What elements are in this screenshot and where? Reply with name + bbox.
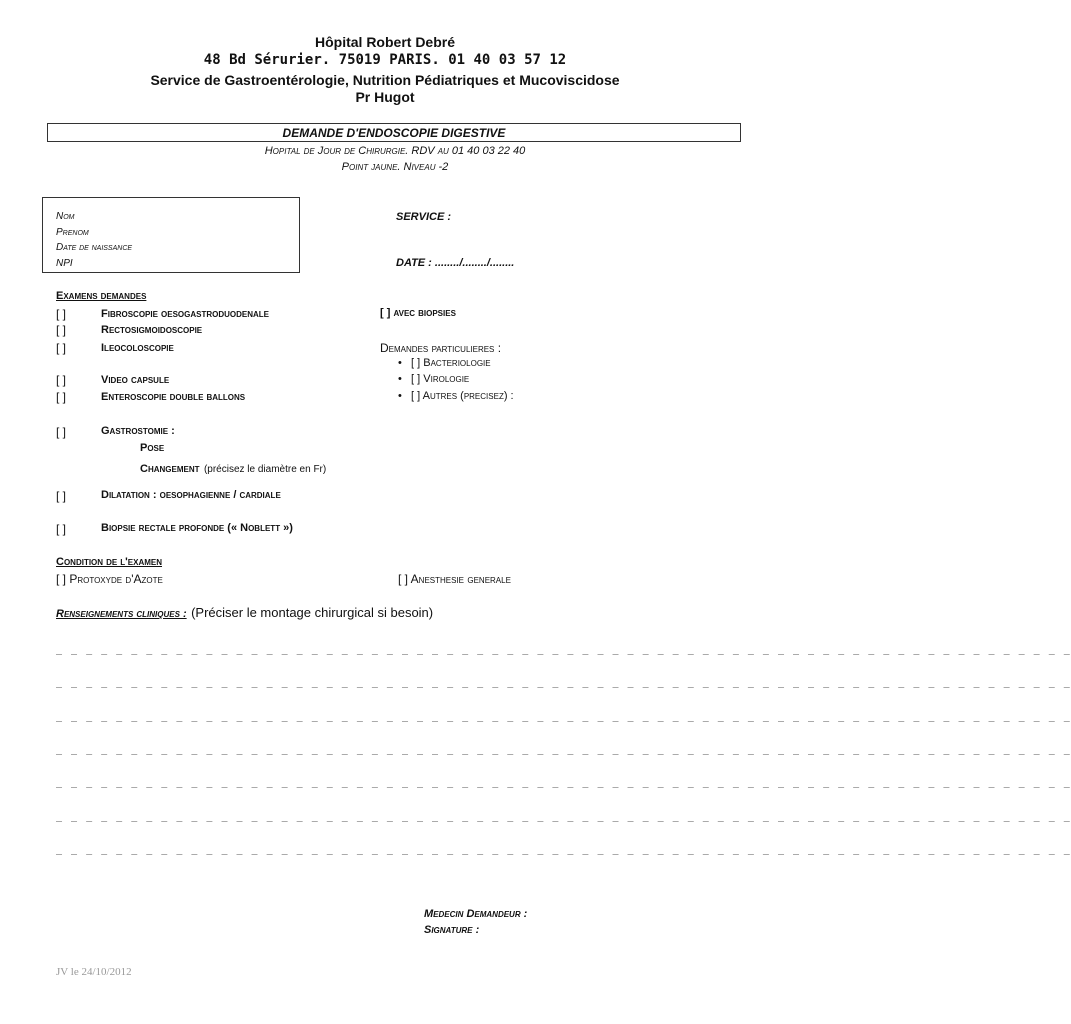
clinical-line-4[interactable]: _ _ _ _ _ _ _ _ _ _ _ _ _ _ _ _ _ _ _ _ _ _ _ _ _ _ _ _ _ _ _ _ _ _ _ _ _ _ _ _ _ _ _ _ _ _ _ _ _ _ _ _ _ _ _ _ _ _ _ _ _ _ _ _ _ _ _ _ — [56, 744, 1071, 755]
checkbox-fibro[interactable]: [ ] — [56, 307, 67, 321]
department-head: Pr Hugot — [355, 89, 415, 105]
checkbox-gastrostomie[interactable]: [ ] — [56, 425, 67, 439]
request-autres[interactable]: • [ ] Autres (precisez) : — [398, 390, 514, 402]
particular-requests-list — [398, 357, 514, 406]
exam-enteroscopie: Enteroscopie double ballons — [101, 391, 246, 403]
request-virologie[interactable]: • [ ] Virologie — [398, 373, 470, 385]
request-bacteriologie[interactable]: • [ ] Bacteriologie — [398, 357, 491, 369]
clinical-line-1[interactable]: _ _ _ _ _ _ _ _ _ _ _ _ _ _ _ _ _ _ _ _ _ _ _ _ _ _ _ _ _ _ _ _ _ _ _ _ _ _ _ _ _ _ _ _ _ _ _ _ _ _ _ _ _ _ _ _ _ _ _ _ _ _ _ _ _ _ _ _ — [56, 644, 1071, 655]
signature-label: Signature : — [424, 924, 480, 936]
clinical-note: (Préciser le montage chirurgical si besoin) — [191, 605, 434, 620]
condition-heading: Condition de l'examen — [56, 556, 163, 568]
condition-anesthesie[interactable]: [ ] Anesthesie generale — [398, 572, 511, 586]
exam-video-capsule: Video capsule — [101, 374, 170, 386]
exam-fibroscopie: Fibroscopie oesogastroduodenale — [101, 308, 270, 320]
checkbox-entero[interactable]: [ ] — [56, 390, 67, 404]
exam-biopsie-rectale: Biopsie rectale profonde (« Noblett ») — [101, 522, 293, 534]
patient-dob-label: Date de naissance — [56, 242, 133, 253]
exam-ileocoloscopie: Ileocoloscopie — [101, 342, 174, 354]
date-label: DATE : ......../......../........ — [396, 257, 515, 269]
hospital-address: 48 Bd Sérurier. 75019 PARIS. 01 40 03 57 12 — [203, 52, 567, 68]
clinical-line-7[interactable]: _ _ _ _ _ _ _ _ _ _ _ _ _ _ _ _ _ _ _ _ _ _ _ _ _ _ _ _ _ _ _ _ _ _ _ _ _ _ _ _ _ _ _ _ _ _ _ _ _ _ _ _ _ _ _ _ _ _ _ _ _ _ _ _ _ _ _ _ — [56, 844, 1071, 855]
avec-biopsies-option[interactable]: [ ] avec biopsies — [380, 307, 456, 319]
gastrostomie-changement: Changement — [140, 463, 200, 475]
hospital-name: Hôpital Robert Debré — [314, 34, 455, 50]
clinical-line-2[interactable]: _ _ _ _ _ _ _ _ _ _ _ _ _ _ _ _ _ _ _ _ _ _ _ _ _ _ _ _ _ _ _ _ _ _ _ _ _ _ _ _ _ _ _ _ _ _ _ _ _ _ _ _ _ _ _ _ _ _ _ _ _ _ _ _ _ _ _ _ — [56, 677, 1071, 688]
gastrostomie-pose: Pose — [140, 442, 165, 454]
footer-version: JV le 24/10/2012 — [56, 966, 132, 978]
checkbox-recto[interactable]: [ ] — [56, 323, 67, 337]
checkbox-video[interactable]: [ ] — [56, 373, 67, 387]
medecin-demandeur-label: Medecin Demandeur : — [424, 908, 528, 920]
exam-gastrostomie: Gastrostomie : — [101, 425, 175, 437]
service-name: Service de Gastroentérologie, Nutrition Pédiatriques et Mucoviscidose — [150, 72, 620, 88]
checkbox-biopsie[interactable]: [ ] — [56, 522, 67, 536]
clinical-line-5[interactable]: _ _ _ _ _ _ _ _ _ _ _ _ _ _ _ _ _ _ _ _ _ _ _ _ _ _ _ _ _ _ _ _ _ _ _ _ _ _ _ _ _ _ _ _ _ _ _ _ _ _ _ _ _ _ _ _ _ _ _ _ _ _ _ _ _ _ _ _ — [56, 777, 1071, 788]
subtitle-level: Point jaune. Niveau -2 — [341, 161, 449, 173]
exam-rectosigmoidoscopie: Rectosigmoidoscopie — [101, 324, 203, 336]
clinical-heading: Renseignements cliniques : — [56, 608, 187, 620]
checkbox-ileo[interactable]: [ ] — [56, 341, 67, 355]
clinical-line-3[interactable]: _ _ _ _ _ _ _ _ _ _ _ _ _ _ _ _ _ _ _ _ _ _ _ _ _ _ _ _ _ _ _ _ _ _ _ _ _ _ _ _ _ _ _ _ _ _ _ _ _ _ _ _ _ _ _ _ _ _ _ _ _ _ _ _ _ _ _ _ — [56, 711, 1071, 722]
patient-npi-label: NPI — [56, 258, 73, 269]
exam-dilatation: Dilatation : oesophagienne / cardiale — [101, 489, 281, 501]
particular-requests-heading: Demandes particulieres : — [380, 341, 502, 355]
clinical-line-6[interactable]: _ _ _ _ _ _ _ _ _ _ _ _ _ _ _ _ _ _ _ _ _ _ _ _ _ _ _ _ _ _ _ _ _ _ _ _ _ _ _ _ _ _ _ _ _ _ _ _ _ _ _ _ _ _ _ _ _ _ _ _ _ _ _ _ _ _ _ _ — [56, 811, 1071, 822]
form-title: DEMANDE D'ENDOSCOPIE DIGESTIVE — [47, 123, 741, 142]
service-label: SERVICE : — [396, 211, 452, 223]
checkbox-dilatation[interactable]: [ ] — [56, 489, 67, 503]
subtitle-location: Hopital de Jour de Chirurgie. RDV au 01 40 03 22 40 — [264, 145, 526, 157]
changement-note: (précisez le diamètre en Fr) — [203, 464, 327, 475]
patient-firstname-label: Prenom — [56, 227, 89, 238]
exams-heading: Examens demandes — [56, 290, 147, 302]
condition-protoxyde[interactable]: [ ] Protoxyde d'Azote — [56, 572, 163, 586]
patient-name-label: Nom — [56, 211, 75, 222]
